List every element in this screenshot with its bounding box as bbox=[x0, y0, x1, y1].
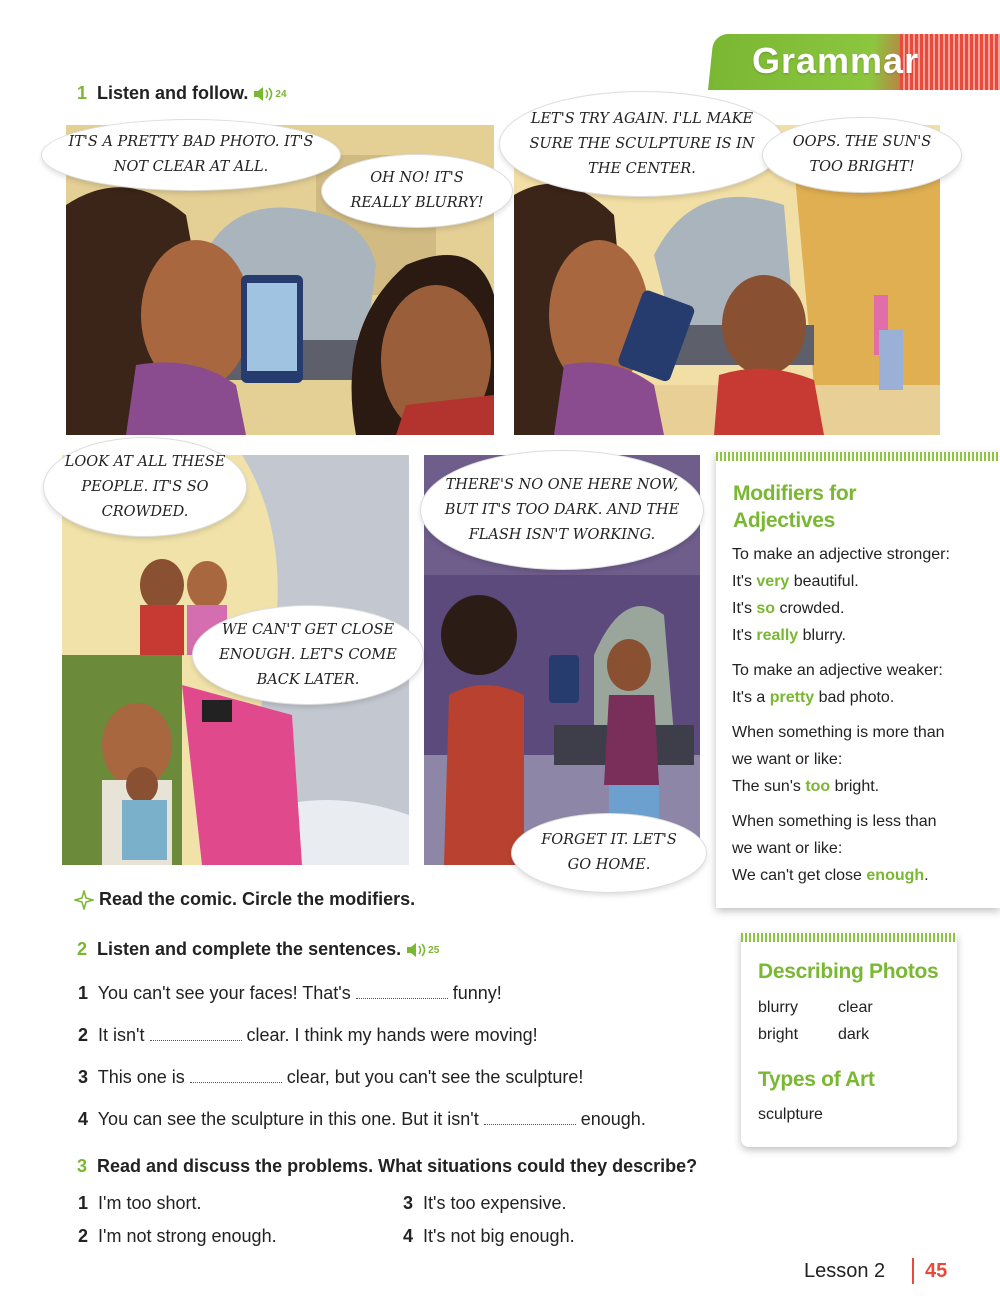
vocab-word: clear bbox=[838, 999, 873, 1016]
footer-divider bbox=[912, 1258, 914, 1284]
answer-blank[interactable] bbox=[190, 1069, 282, 1083]
speech-bubble-5: LOOK AT ALL THESE PEOPLE. IT'S SO CROWDED. bbox=[44, 438, 246, 536]
vocab-word: dark bbox=[838, 1026, 870, 1043]
less-intro-2: we want or like: bbox=[732, 840, 843, 857]
section-2-number: 2 bbox=[77, 939, 88, 959]
section-1-heading bbox=[77, 83, 287, 104]
speech-bubble-8: FORGET IT. LET'S GO HOME. bbox=[512, 814, 706, 892]
section-1-title: Listen and follow. bbox=[97, 83, 249, 103]
speech-bubble-6: WE CAN'T GET CLOSE ENOUGH. LET'S COME BACK LATER. bbox=[193, 606, 423, 704]
example-so: It's so crowded. bbox=[732, 600, 845, 617]
answer-blank[interactable] bbox=[356, 985, 448, 999]
exercise-3-item-4: 4 It's not big enough. bbox=[403, 1226, 575, 1246]
vocab-word: sculpture bbox=[758, 1106, 823, 1123]
more-intro-1: When something is more than bbox=[732, 724, 945, 741]
section-2-heading bbox=[77, 939, 439, 960]
speech-bubble-7: THERE'S NO ONE HERE NOW, BUT IT'S TOO DARK. AND THE FLASH ISN'T WORKING. bbox=[421, 451, 703, 569]
exercise-2-item-2: 2 It isn't clear. I think my hands were moving! bbox=[78, 1025, 538, 1045]
types-of-art-title: Types of Art bbox=[758, 1068, 875, 1091]
speech-bubble-4: OOPS. THE SUN'S TOO BRIGHT! bbox=[763, 118, 961, 192]
circle-task-text: Read the comic. Circle the modifiers. bbox=[99, 889, 416, 909]
example-pretty: It's a pretty bad photo. bbox=[732, 689, 895, 706]
exercise-2-item-4: 4 You can see the sculpture in this one. But it isn't enough. bbox=[78, 1109, 646, 1129]
stronger-intro: To make an adjective stronger: bbox=[732, 546, 950, 563]
circle-task bbox=[74, 889, 415, 910]
box-stripe bbox=[716, 452, 1000, 461]
exercise-3-item-3: 3 It's too expensive. bbox=[403, 1193, 567, 1213]
modifiers-box-title bbox=[733, 480, 856, 534]
exercise-3-item-1: 1 I'm too short. bbox=[78, 1193, 202, 1213]
modifiers-title-line1: Modifiers for bbox=[733, 482, 857, 505]
modifiers-grammar-box bbox=[716, 452, 1000, 908]
example-enough: We can't get close enough. bbox=[732, 867, 929, 884]
section-3-title: Read and discuss the problems. What situations could they describe? bbox=[97, 1156, 698, 1176]
page-title: Grammar bbox=[752, 40, 920, 81]
section-1-number: 1 bbox=[77, 83, 88, 103]
exercise-2-item-3: 3 This one is clear, but you can't see the sculpture! bbox=[78, 1067, 584, 1087]
vocab-word: blurry bbox=[758, 999, 799, 1016]
describing-photos-title: Describing Photos bbox=[758, 960, 939, 983]
modifiers-box-content bbox=[732, 541, 998, 889]
page-number: 45 bbox=[925, 1260, 948, 1282]
weaker-intro: To make an adjective weaker: bbox=[732, 662, 943, 679]
speech-bubble-3: LET'S TRY AGAIN. I'LL MAKE SURE THE SCULPTURE IS IN THE CENTER. bbox=[500, 92, 784, 196]
exercise-3-item-2: 2 I'm not strong enough. bbox=[78, 1226, 277, 1246]
audio-track-number: 24 bbox=[275, 88, 287, 100]
example-very: It's very beautiful. bbox=[732, 573, 859, 590]
vocab-word: bright bbox=[758, 1026, 799, 1043]
box-stripe bbox=[741, 933, 957, 942]
more-intro-2: we want or like: bbox=[732, 751, 843, 768]
exercise-2-item-1: 1 You can't see your faces! That's funny! bbox=[78, 983, 502, 1003]
lesson-label: Lesson 2 bbox=[804, 1260, 886, 1282]
example-too: The sun's too bright. bbox=[732, 778, 880, 795]
speech-bubble-2: OH NO! IT'S REALLY BLURRY! bbox=[322, 155, 512, 227]
vocabulary-box bbox=[741, 933, 957, 1147]
section-3-heading bbox=[77, 1156, 697, 1177]
example-really: It's really blurry. bbox=[732, 627, 846, 644]
sparkle-icon bbox=[74, 890, 94, 910]
answer-blank[interactable] bbox=[150, 1027, 242, 1041]
audio-track-number: 25 bbox=[428, 944, 440, 956]
audio-icon[interactable] bbox=[253, 86, 275, 102]
answer-blank[interactable] bbox=[484, 1111, 576, 1125]
modifiers-title-line2: Adjectives bbox=[733, 509, 836, 532]
section-3-number: 3 bbox=[77, 1156, 88, 1176]
audio-icon[interactable] bbox=[406, 942, 428, 958]
speech-bubble-1: IT'S A PRETTY BAD PHOTO. IT'S NOT CLEAR AT ALL. bbox=[42, 120, 340, 190]
less-intro-1: When something is less than bbox=[732, 813, 937, 830]
section-2-title: Listen and complete the sentences. bbox=[97, 939, 402, 959]
